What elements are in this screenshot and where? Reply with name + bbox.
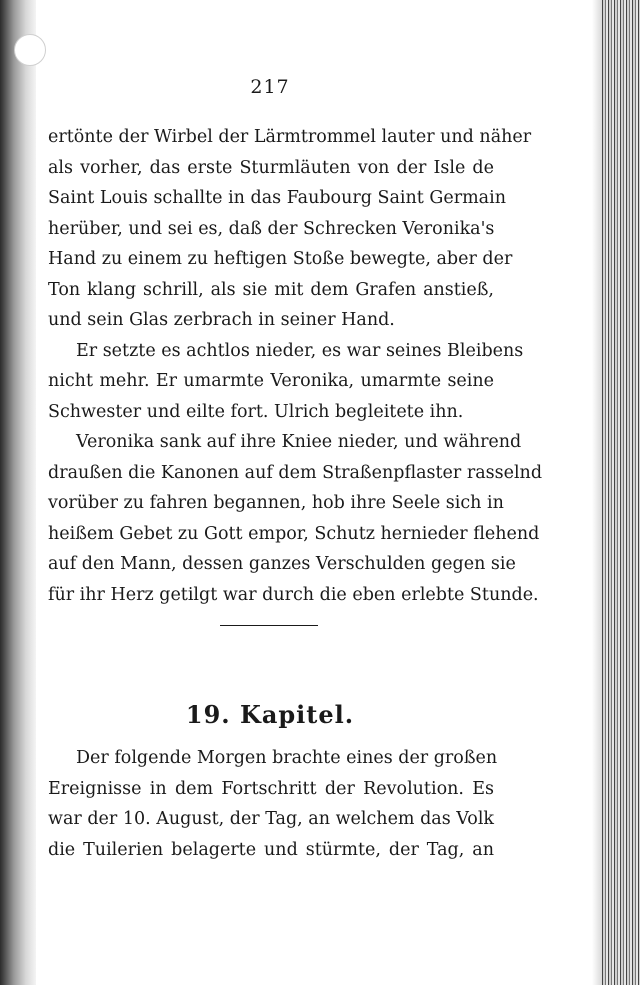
text-block-top bbox=[48, 122, 543, 610]
text-line: auf den Mann, dessen ganzes Verschulden gegen sie bbox=[48, 554, 516, 574]
text-line: heißem Gebet zu Gott empor, Schutz hernieder flehend bbox=[48, 523, 540, 544]
page-number: 217 bbox=[250, 76, 290, 98]
punch-hole bbox=[14, 34, 46, 66]
text-line: Schwester und eilte fort. Ulrich begleitete ihn. bbox=[48, 401, 464, 422]
text-line: Der folgende Morgen brachte eines der großen bbox=[76, 748, 498, 768]
text-line: draußen die Kanonen auf dem Straßenpflaster rasselnd bbox=[48, 462, 543, 483]
text-line: vorüber zu fahren begannen, hob ihre Seele sich in bbox=[48, 493, 504, 513]
text-line: die Tuilerien belagerte und stürmte, der Tag, an bbox=[48, 839, 494, 860]
page-gutter-shadow bbox=[592, 0, 602, 985]
text-line: Er setzte es achtlos nieder, es war seines Bleibens bbox=[76, 340, 524, 361]
text-line: herüber, und sei es, daß der Schrecken Veronika's bbox=[48, 218, 495, 239]
text-line: als vorher, das erste Sturmläuten von der Isle de bbox=[48, 157, 494, 178]
chapter-title: 19. Kapitel. bbox=[185, 700, 355, 729]
text-line: Saint Louis schallte in das Faubourg Saint Germain bbox=[48, 188, 506, 208]
text-line: war der 10. August, der Tag, an welchem das Volk bbox=[48, 809, 495, 829]
text-line: und sein Glas zerbrach in seiner Hand. bbox=[48, 310, 395, 330]
text-line: nicht mehr. Er umarmte Veronika, umarmte seine bbox=[48, 371, 494, 391]
text-line: Ereignisse in dem Fortschritt der Revolution. Es bbox=[48, 778, 494, 799]
scan-left-edge bbox=[0, 0, 36, 985]
book-page-edges bbox=[602, 0, 640, 985]
text-line: für ihr Herz getilgt war durch die eben erlebte Stunde. bbox=[48, 584, 539, 605]
section-separator-rule bbox=[220, 625, 318, 626]
text-line: Hand zu einem zu heftigen Stoße bewegte, aber der bbox=[48, 249, 513, 269]
text-line: ertönte der Wirbel der Lärmtrommel lauter und näher bbox=[48, 127, 532, 147]
text-block-bottom bbox=[48, 743, 498, 865]
text-line: Ton klang schrill, als sie mit dem Grafen anstieß, bbox=[48, 279, 494, 300]
text-line: Veronika sank auf ihre Kniee nieder, und während bbox=[76, 432, 522, 452]
